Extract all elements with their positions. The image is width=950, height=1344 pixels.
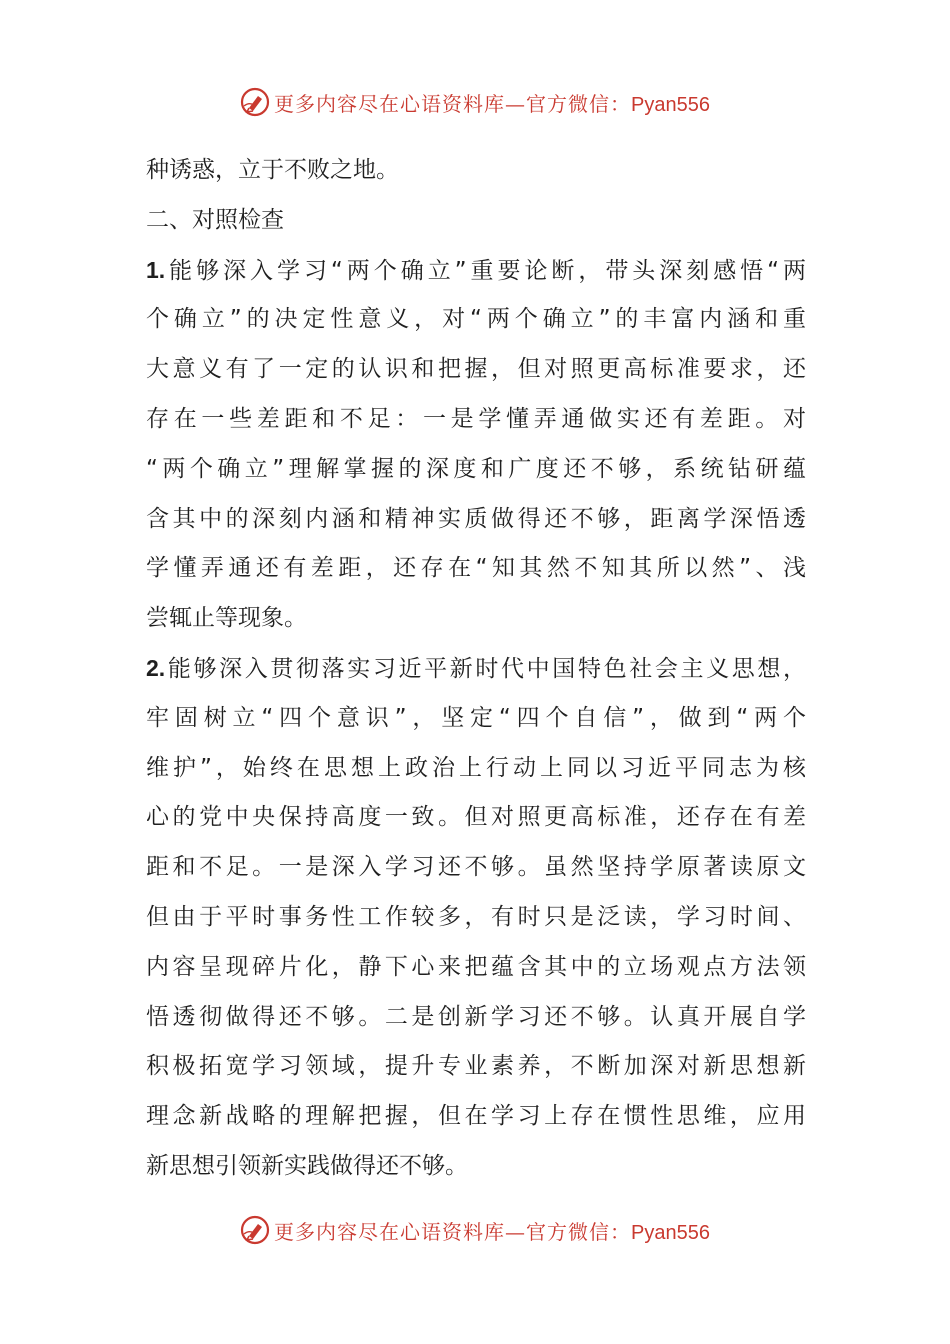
- item-2-line-8: 悟透彻做得还不够。二是创新学习还不够。认真开展自学: [146, 1003, 806, 1030]
- item-2-line-3: 维护”，始终在思想上政治上行动上同以习近平同志为核: [146, 754, 806, 781]
- item-1-line-4: 存在一些差距和不足：一是学懂弄通做实还有差距。对: [146, 405, 806, 432]
- pen-nib-logo-icon: [240, 87, 270, 117]
- section-heading: 二、对照检查: [146, 206, 284, 233]
- item-2-line-1-text: 能够深入贯彻落实习近平新时代中国特色社会主义思想，: [165, 655, 806, 682]
- footer-banner-separator: —: [505, 1219, 527, 1244]
- item-2-number: 2.: [146, 654, 166, 681]
- item-1-line-8: 尝辄止等现象。: [146, 605, 307, 632]
- paragraph-line: 种诱惑，立于不败之地。: [146, 157, 399, 183]
- header-banner-text: [274, 88, 710, 117]
- item-1-line-3: 大意义有了一定的认识和把握，但对照更高标准要求，还: [146, 356, 806, 383]
- pen-nib-logo-icon: [240, 1215, 270, 1245]
- item-2-line-7: 内容呈现碎片化，静下心来把蕴含其中的立场观点方法领: [146, 953, 806, 980]
- header-banner-suffix: 官方微信：: [526, 91, 632, 116]
- header-banner-separator: —: [505, 91, 527, 116]
- item-1-line-6: 含其中的深刻内涵和精神实质做得还不够，距离学深悟透: [146, 505, 806, 532]
- item-2-line-10: 理念新战略的理解把握，但在学习上存在惯性思维，应用: [146, 1103, 806, 1130]
- header-banner: [0, 80, 950, 124]
- item-1-line-5: “两个确立”理解掌握的深度和广度还不够，系统钻研蕴: [146, 455, 806, 482]
- item-2-line-1: [146, 644, 806, 694]
- item-2-line-4: 心的党中央保持高度一致。但对照更高标准，还存在有差: [146, 804, 806, 831]
- item-1-number: 1.: [146, 256, 166, 283]
- item-2-line-2: 牢固树立“四个意识”，坚定“四个自信”，做到“两个: [146, 704, 806, 731]
- header-banner-title: 更多内容尽在心语资料库: [274, 91, 506, 116]
- footer-banner-suffix: 官方微信：: [526, 1219, 632, 1244]
- item-2-line-6: 但由于平时事务性工作较多，有时只是泛读，学习时间、: [146, 903, 806, 930]
- item-2-line-9: 积极拓宽学习领域，提升专业素养，不断加深对新思想新: [146, 1053, 806, 1080]
- item-1-line-1: [146, 246, 806, 296]
- footer-banner: [0, 1208, 950, 1252]
- footer-banner-title: 更多内容尽在心语资料库: [274, 1219, 506, 1244]
- item-1-line-1-text: 能够深入学习“两个确立”重要论断，带头深刻感悟“两: [165, 257, 806, 284]
- document-body: [146, 146, 806, 1192]
- footer-banner-wechat-id: Pyan556: [631, 1221, 710, 1244]
- item-1-line-7: 学懂弄通还有差距，还存在“知其然不知其所以然”、浅: [146, 555, 806, 582]
- header-banner-wechat-id: Pyan556: [631, 93, 710, 116]
- footer-banner-text: [274, 1216, 710, 1245]
- item-1-line-2: 个确立”的决定性意义，对“两个确立”的丰富内涵和重: [146, 306, 806, 333]
- item-2-line-11: 新思想引领新实践做得还不够。: [146, 1152, 468, 1179]
- item-2-line-5: 距和不足。一是深入学习还不够。虽然坚持学原著读原文: [146, 854, 806, 881]
